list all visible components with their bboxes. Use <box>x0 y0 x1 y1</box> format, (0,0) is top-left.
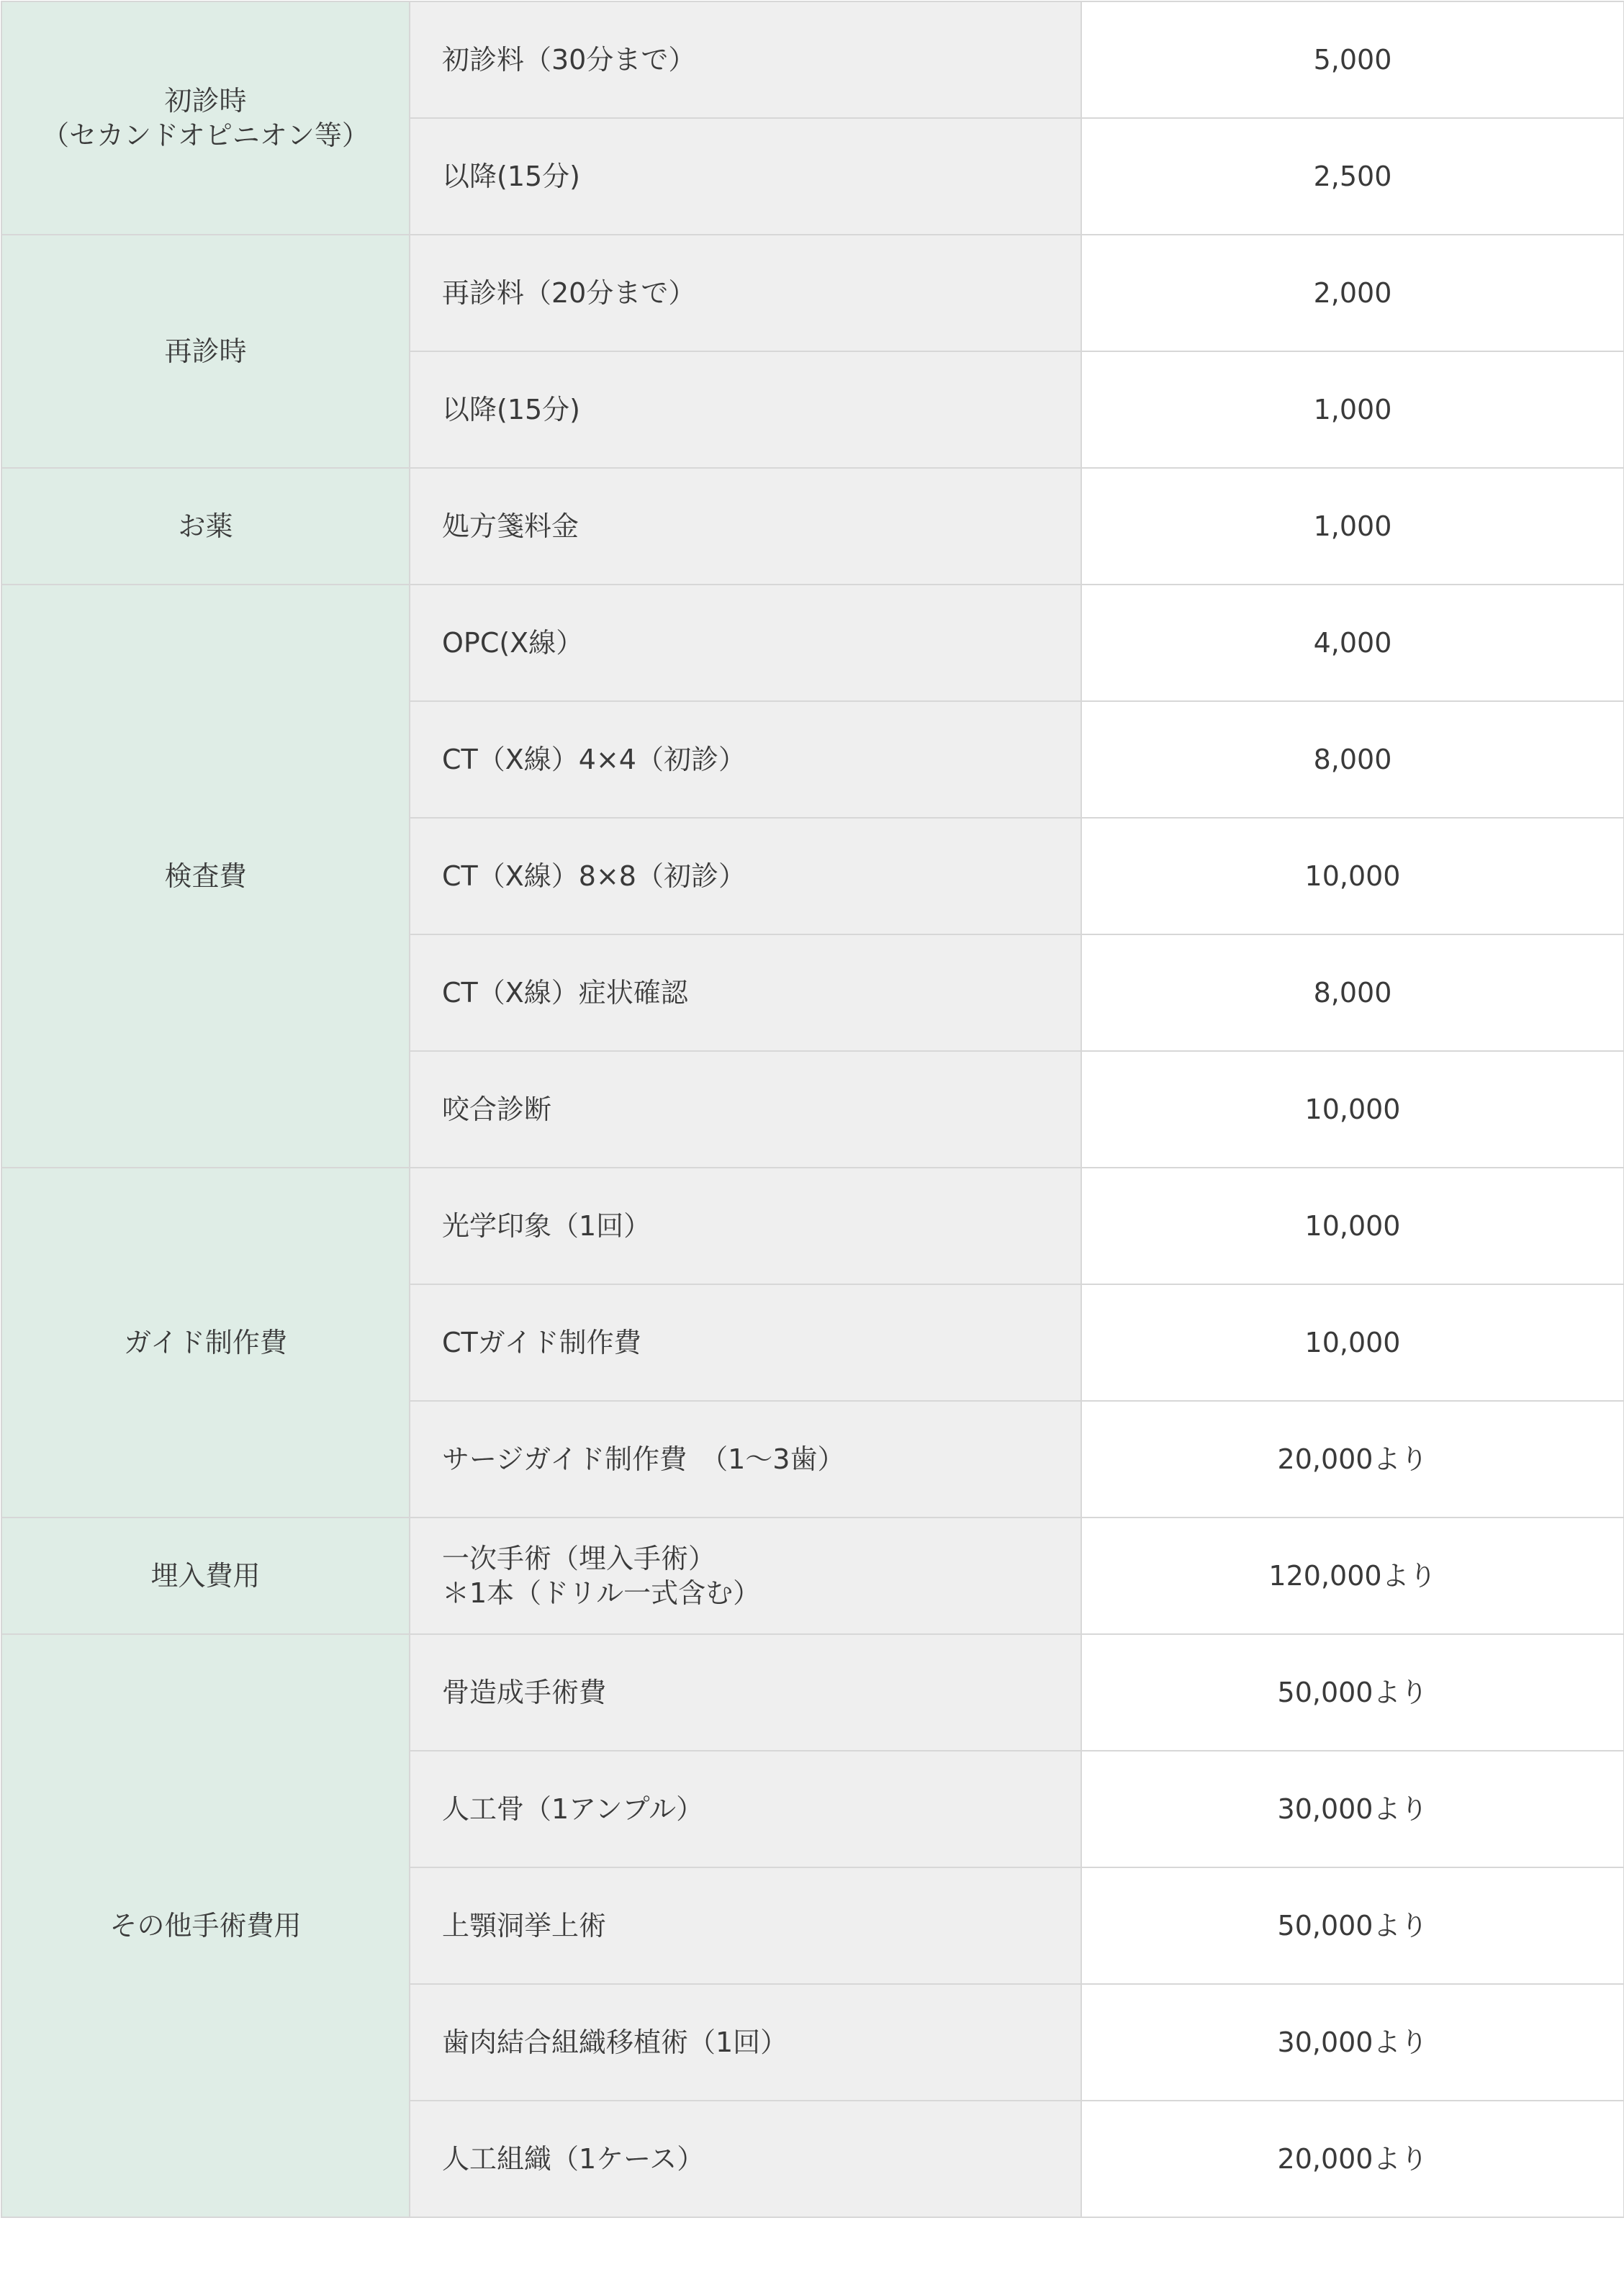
category-label: 埋入費用 <box>150 1560 261 1592</box>
price-cell: 8,000 <box>1081 701 1624 818</box>
item-cell <box>410 2101 1081 2217</box>
category-label: （セカンドオピニオン等） <box>42 120 369 151</box>
item-label: 人工組織（1ケース） <box>442 2143 705 2175</box>
price-cell: 50,000より <box>1081 1634 1624 1751</box>
item-cell <box>410 118 1081 235</box>
item-label: OPC(X線） <box>442 627 584 659</box>
item-label: CT（X線）4×4（初診） <box>442 744 746 775</box>
price-cell: 2,500 <box>1081 118 1624 235</box>
item-label: 人工骨（1アンプル） <box>442 1793 704 1825</box>
price-cell: 10,000 <box>1081 1051 1624 1168</box>
item-label: CT（X線）8×8（初診） <box>442 860 746 892</box>
price-cell: 1,000 <box>1081 468 1624 585</box>
price-table <box>1 1 1624 2218</box>
price-table-body <box>1 1 1624 2217</box>
item-label: サージガイド制作費 （1〜3歯） <box>442 1443 845 1475</box>
price-cell: 8,000 <box>1081 934 1624 1051</box>
item-cell <box>410 1984 1081 2101</box>
item-cell <box>410 1751 1081 1867</box>
item-cell <box>410 235 1081 351</box>
category-cell <box>1 468 410 585</box>
table-row <box>1 1 1624 118</box>
category-cell <box>1 1634 410 2217</box>
item-label: CT（X線）症状確認 <box>442 977 688 1009</box>
category-label: 初診時 <box>164 85 247 117</box>
category-cell <box>1 1168 410 1518</box>
category-label: ガイド制作費 <box>124 1327 287 1358</box>
table-row <box>1 468 1624 585</box>
item-cell <box>410 701 1081 818</box>
item-cell <box>410 1518 1081 1634</box>
category-cell <box>1 585 410 1168</box>
price-cell: 30,000より <box>1081 1984 1624 2101</box>
item-label: CTガイド制作費 <box>442 1327 641 1358</box>
category-label: 検査費 <box>164 860 247 892</box>
item-cell <box>410 1 1081 118</box>
item-cell <box>410 351 1081 468</box>
item-label: 以降(15分) <box>442 394 581 425</box>
item-label: 処方箋料金 <box>442 510 579 542</box>
item-cell <box>410 1867 1081 1984</box>
price-cell: 10,000 <box>1081 1284 1624 1401</box>
item-cell <box>410 585 1081 701</box>
item-label: 上顎洞挙上術 <box>442 1910 607 1942</box>
item-label: ＊1本（ドリル一式含む） <box>442 1577 761 1609</box>
item-cell <box>410 934 1081 1051</box>
item-label: 歯肉結合組織移植術（1回） <box>442 2026 788 2058</box>
table-row <box>1 1634 1624 1751</box>
table-row <box>1 235 1624 351</box>
price-cell: 20,000より <box>1081 2101 1624 2217</box>
category-cell <box>1 1518 410 1634</box>
price-cell: 120,000より <box>1081 1518 1624 1634</box>
price-cell: 1,000 <box>1081 351 1624 468</box>
price-cell: 4,000 <box>1081 585 1624 701</box>
category-label: お薬 <box>178 510 233 542</box>
price-cell: 10,000 <box>1081 818 1624 934</box>
category-label: その他手術費用 <box>109 1910 302 1942</box>
item-label: 初診料（30分まで） <box>442 44 696 76</box>
price-cell: 50,000より <box>1081 1867 1624 1984</box>
item-cell <box>410 1284 1081 1401</box>
item-cell <box>410 1634 1081 1751</box>
item-cell <box>410 1401 1081 1518</box>
price-cell: 2,000 <box>1081 235 1624 351</box>
item-label: 以降(15分) <box>442 161 581 192</box>
item-label: 一次手術（埋入手術） <box>442 1543 716 1574</box>
category-cell <box>1 1 410 235</box>
item-cell <box>410 1051 1081 1168</box>
table-row <box>1 585 1624 701</box>
table-row <box>1 1168 1624 1284</box>
category-cell <box>1 235 410 468</box>
category-label: 再診時 <box>164 335 247 367</box>
item-cell <box>410 818 1081 934</box>
item-label: 咬合診断 <box>442 1094 552 1125</box>
item-cell <box>410 1168 1081 1284</box>
item-label: 光学印象（1回） <box>442 1210 651 1242</box>
item-label: 骨造成手術費 <box>442 1677 607 1708</box>
price-cell: 10,000 <box>1081 1168 1624 1284</box>
item-cell <box>410 468 1081 585</box>
price-cell: 30,000より <box>1081 1751 1624 1867</box>
price-cell: 20,000より <box>1081 1401 1624 1518</box>
price-cell: 5,000 <box>1081 1 1624 118</box>
table-row <box>1 1518 1624 1634</box>
item-label: 再診料（20分まで） <box>442 277 696 309</box>
